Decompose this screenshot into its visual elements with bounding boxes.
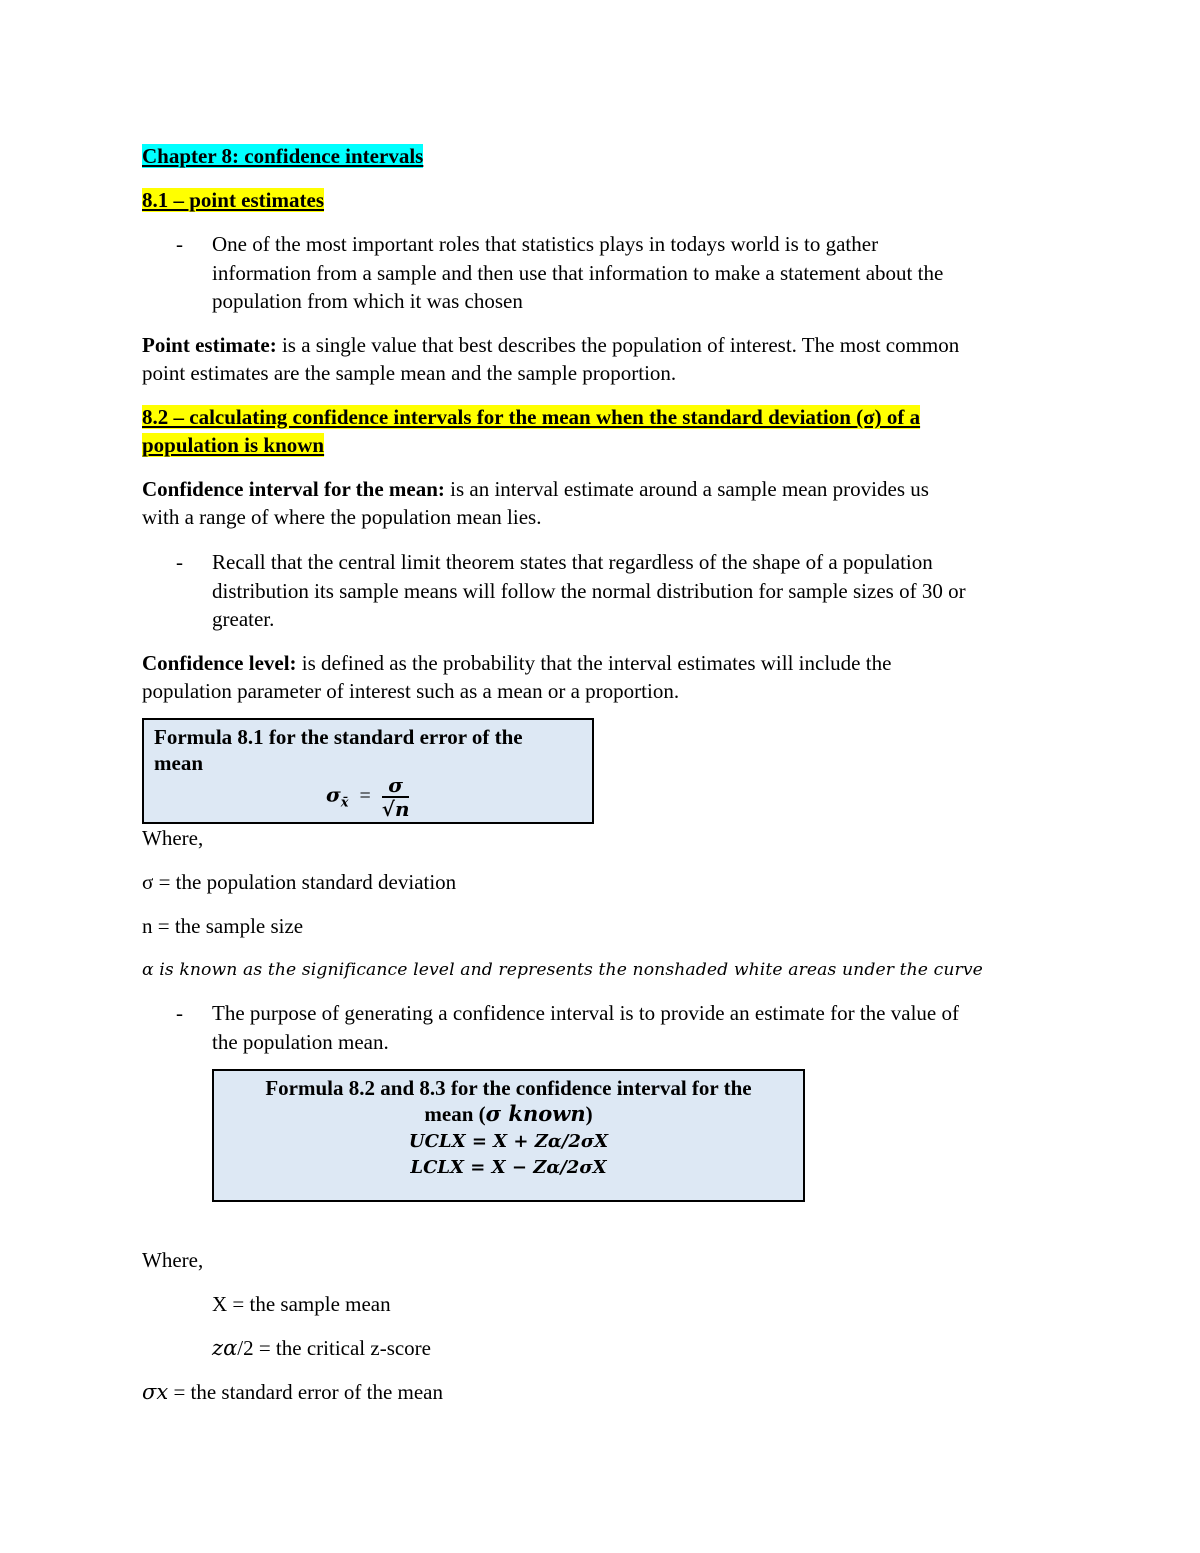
clt-bullet: Recall that the central limit theorem states that regardless of the shape of a population distribution its sample means will follow the normal distribution for sample sizes of 30 or greater. (212, 550, 966, 631)
n-definition: n = the sample size (142, 914, 304, 938)
sigma-definition: σ = the population standard deviation (142, 870, 457, 894)
section-8-1-bullet: One of the most important roles that statistics plays in todays world is to gather information from a sample and then use that information to make a statement about the population from which it was chosen (212, 232, 944, 313)
bullet-dash: - (176, 550, 183, 574)
section-8-2-heading: 8.2 – calculating confidence intervals for the mean when the standard deviation (σ) of a population is known (142, 405, 921, 457)
formula-8-2-title: Formula 8.2 and 8.3 for the confidence interval for the mean (σ known) (265, 1076, 752, 1126)
formula-8-1-equation: $\sigma_{x̄}$ = $\frac{\sigma}{√n}$ (326, 773, 410, 821)
point-estimate-definition: Point estimate: is a single value that best describes the population of interest. The most common point estimates are the sample mean and the sample proportion. (142, 333, 960, 385)
bullet-dash: - (176, 232, 183, 256)
x-definition: X = the sample mean (212, 1292, 391, 1316)
formula-8-1-fraction: $\frac{\sigma}{√n}$ (381, 773, 410, 821)
ucl-formula: UCLX = X + Zα/2σX (408, 1131, 609, 1152)
se-definition: σx = the standard error of the mean (142, 1380, 444, 1404)
confidence-interval-definition: Confidence interval for the mean: is an interval estimate around a sample mean provides us with a range of where the population mean lies. (142, 477, 929, 529)
purpose-bullet: The purpose of generating a confidence interval is to provide an estimate for the value of the population mean. (212, 1001, 959, 1054)
where-label: Where, (142, 826, 204, 850)
bullet-dash: - (176, 1001, 183, 1025)
formula-8-2-box (212, 1069, 805, 1202)
formula-8-1-box (142, 718, 594, 824)
where-label-2: Where, (142, 1248, 204, 1272)
formula-8-1-title: Formula 8.1 for the standard error of the mean (154, 725, 523, 775)
chapter-title: Chapter 8: confidence intervals (142, 144, 424, 168)
section-8-1-heading: 8.1 – point estimates (142, 188, 324, 212)
alpha-note: α is known as the significance level and represents the nonshaded white areas under the curve (142, 960, 983, 980)
confidence-level-definition: Confidence level: is defined as the probability that the interval estimates will include the population parameter of interest such as a mean or a proportion. (142, 651, 892, 703)
lcl-formula: LCLX = X − Zα/2σX (410, 1157, 607, 1178)
z-definition: zα/2 = the critical z-score (212, 1336, 431, 1360)
